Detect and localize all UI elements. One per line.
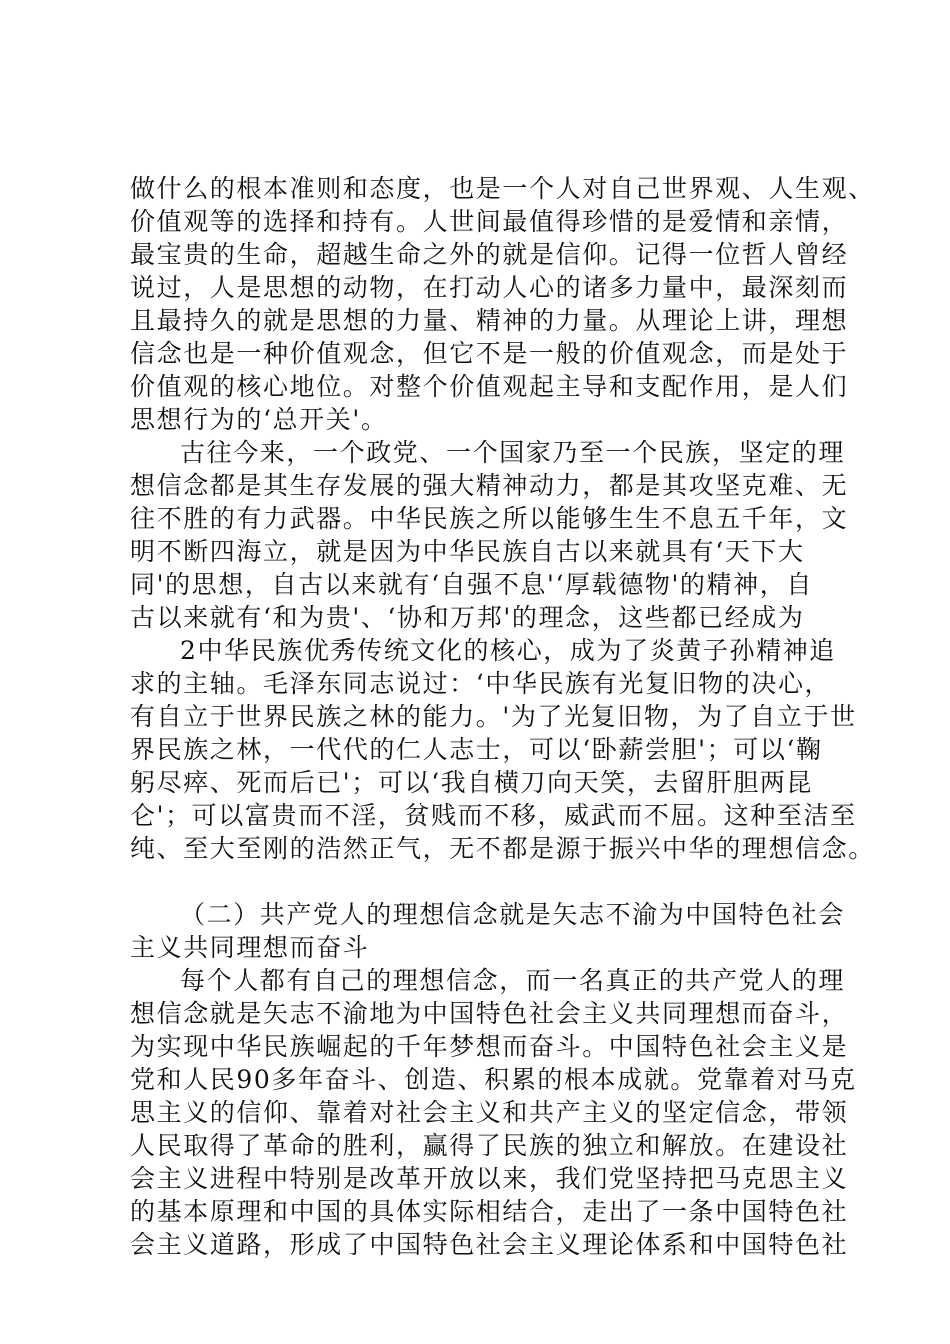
paragraph bbox=[130, 172, 875, 436]
text-line: 仑'；可以富贵而不淫，贫贱而不移，威武而不屈。这种至洁至 bbox=[130, 801, 857, 830]
text-line: 同'的思想，自古以来就有‘自强不息'‘厚载德物'的精神，自 bbox=[130, 570, 813, 599]
text-line: 信念也是一种价值观念，但它不是一般的价值观念，而是处于 bbox=[130, 339, 849, 368]
text-line: 价值观等的选择和持有。人世间最值得珍惜的是爱情和亲情， bbox=[130, 207, 849, 236]
text-line: 有自立于世界民族之林的能力。'为了光复旧物，为了自立于世 bbox=[130, 702, 857, 731]
text-line: 想信念都是其生存发展的强大精神动力，都是其攻坚克难、无 bbox=[130, 471, 849, 500]
text-line: 求的主轴。毛泽东同志说过：‘中华民族有光复旧物的决心， bbox=[130, 669, 832, 698]
text-line: 古往今来，一个政党、一个国家乃至一个民族，坚定的理 bbox=[180, 438, 846, 467]
text-line: 为实现中华民族崛起的千年梦想而奋斗。中国特色社会主义是 bbox=[130, 1032, 849, 1061]
text-line: 想信念就是矢志不渝地为中国特色社会主义共同理想而奋斗， bbox=[130, 999, 849, 1028]
heading-line: （二）共产党人的理想信念就是矢志不渝为中国特色社会 bbox=[180, 900, 846, 929]
text-line: 价值观的核心地位。对整个价值观起主导和支配作用，是人们 bbox=[130, 372, 849, 401]
text-line: 说过，人是思想的动物，在打动人心的诸多力量中，最深刻而 bbox=[130, 273, 849, 302]
paragraph bbox=[130, 964, 857, 1261]
text-line: 纯、至大至刚的浩然正气，无不都是源于振兴中华的理想信念。 bbox=[130, 834, 875, 863]
section-heading bbox=[130, 898, 846, 964]
text-line: 人民取得了革命的胜利，赢得了民族的独立和解放。在建设社 bbox=[130, 1131, 849, 1160]
text-line: 会主义进程中特别是改革开放以来，我们党坚持把马克思主义 bbox=[130, 1164, 849, 1193]
text-line: 思想行为的‘总开关'。 bbox=[130, 405, 388, 434]
text-line: 思主义的信仰、靠着对社会主义和共产主义的坚定信念，带领 bbox=[130, 1098, 849, 1127]
text-line: 做什么的根本准则和态度，也是一个人对自己世界观、人生观、 bbox=[130, 174, 875, 203]
document-body bbox=[130, 172, 875, 1261]
text-line: 明不断四海立，就是因为中华民族自古以来就具有‘天下大 bbox=[130, 537, 805, 566]
text-line: 躬尽瘁、死而后已'；可以‘我自横刀向天笑，去留肝胆两昆 bbox=[130, 768, 814, 797]
text-line: 往不胜的有力武器。中华民族之所以能够生生不息五千年，文 bbox=[130, 504, 849, 533]
paragraph-gap bbox=[130, 865, 840, 898]
text-line: 最宝贵的生命，超越生命之外的就是信仰。记得一位哲人曾经 bbox=[130, 240, 849, 269]
text-line: 古以来就有‘和为贵'、‘协和万邦'的理念，这些都已经成为 bbox=[130, 603, 805, 632]
text-line: 的基本原理和中国的具体实际相结合，走出了一条中国特色社 bbox=[130, 1197, 849, 1226]
paragraph bbox=[130, 634, 875, 865]
text-line: 2中华民族优秀传统文化的核心，成为了炎黄子孙精神追 bbox=[180, 636, 836, 665]
text-line: 界民族之林，一代代的仁人志士，可以‘卧薪尝胆'；可以‘鞠 bbox=[130, 735, 823, 764]
heading-line: 主义共同理想而奋斗 bbox=[130, 933, 370, 962]
text-line: 党和人民90多年奋斗、创造、积累的根本成就。党靠着对马克 bbox=[130, 1065, 857, 1094]
text-line: 会主义道路，形成了中国特色社会主义理论体系和中国特色社 bbox=[130, 1230, 849, 1259]
text-line: 且最持久的就是思想的力量、精神的力量。从理论上讲，理想 bbox=[130, 306, 849, 335]
text-line: 每个人都有自己的理想信念，而一名真正的共产党人的理 bbox=[180, 966, 846, 995]
paragraph bbox=[130, 436, 849, 634]
